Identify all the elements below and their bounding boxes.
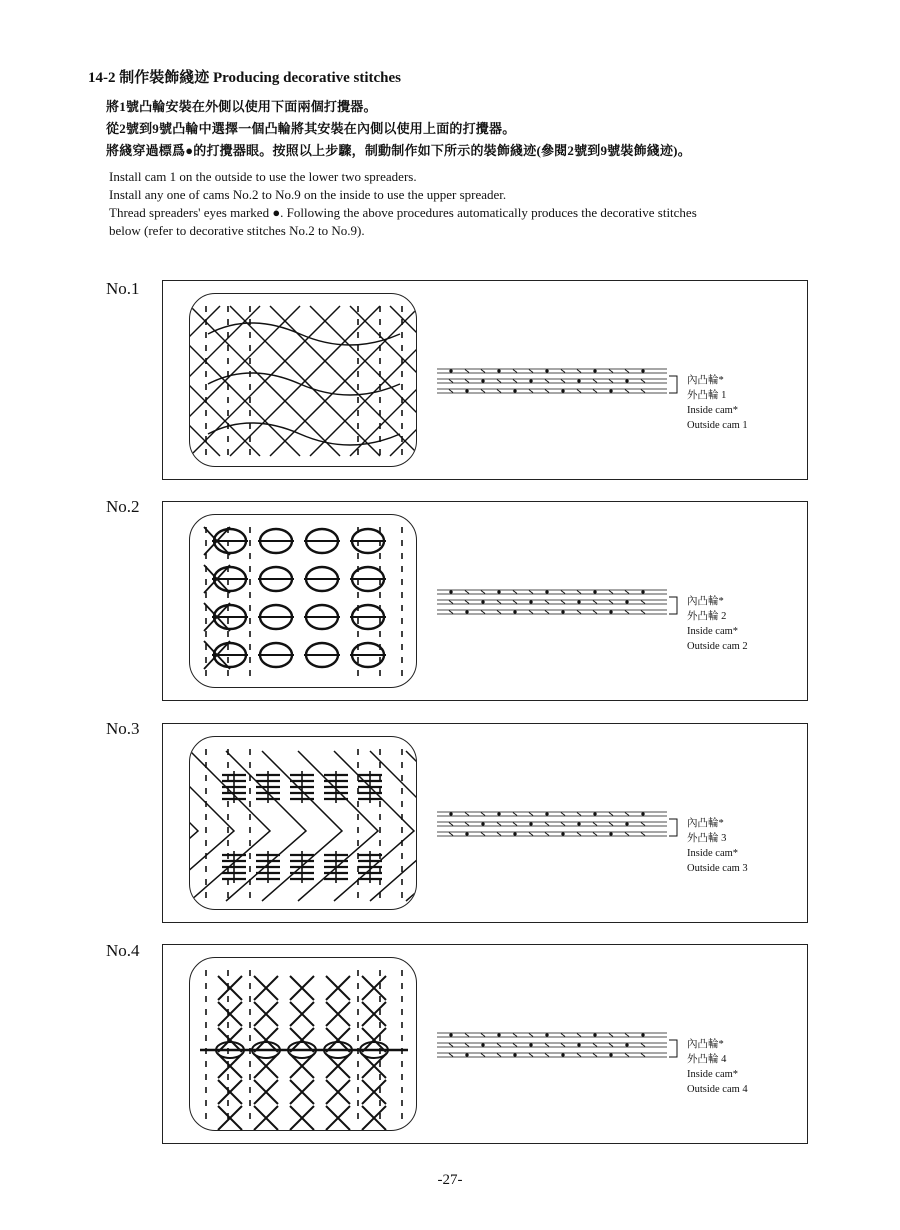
stitch-swatch-3 [189, 736, 417, 910]
instruction-en-1: Install cam 1 on the outside to use the lower two spreaders. [109, 169, 417, 184]
page-number: -27- [437, 1172, 463, 1188]
panel-label-4: No.4 [106, 941, 140, 960]
instruction-zh-2: 從2號到9號凸輪中選擇一個凸輪將其安裝在內側以使用上面的打攪器。 [106, 121, 516, 136]
inside-cam-zh-3: 內凸輪* [687, 818, 724, 829]
stitch-panel-1 [162, 280, 808, 480]
outside-cam-en-4: Outside cam 4 [687, 1084, 748, 1095]
instruction-en-4: below (refer to decorative stitches No.2 to No.9). [109, 223, 365, 238]
spreader-diagram-2 [437, 588, 687, 618]
outside-cam-zh-2: 外凸輪 2 [687, 611, 727, 622]
inside-cam-en-2: Inside cam* [687, 626, 739, 637]
inside-cam-zh-4: 內凸輪* [687, 1039, 724, 1050]
outside-cam-zh-1: 外凸輪 1 [687, 390, 727, 401]
instruction-en-3: Thread spreaders' eyes marked ●. Following the above procedures automatically produces the decorative stitches [109, 205, 697, 220]
spreader-diagram-1 [437, 367, 687, 397]
inside-cam-en-1: Inside cam* [687, 405, 739, 416]
spreader-diagram-4 [437, 1031, 687, 1061]
section-title: 14-2 制作裝飾綫迹 Producing decorative stitches [88, 70, 402, 86]
inside-cam-zh-1: 內凸輪* [687, 375, 724, 386]
panel-label-3: No.3 [106, 719, 140, 738]
outside-cam-zh-4: 外凸輪 4 [687, 1054, 727, 1065]
stitch-swatch-4 [189, 957, 417, 1131]
instruction-en-2: Install any one of cams No.2 to No.9 on the inside to use the upper spreader. [109, 187, 507, 202]
outside-cam-en-3: Outside cam 3 [687, 863, 748, 874]
stitch-swatch-1 [189, 293, 417, 467]
inside-cam-en-4: Inside cam* [687, 1069, 739, 1080]
inside-cam-zh-2: 內凸輪* [687, 596, 724, 607]
stitch-panel-4 [162, 944, 808, 1144]
instruction-zh-1: 將1號凸輪安裝在外側以使用下面兩個打攪器。 [106, 99, 377, 114]
instruction-zh-3: 將綫穿過標爲●的打攪器眼。按照以上步驟，制動制作如下所示的裝飾綫迹(參閱2號到9號裝飾綫迹)。 [106, 143, 691, 158]
outside-cam-en-2: Outside cam 2 [687, 641, 748, 652]
panel-label-2: No.2 [106, 497, 140, 516]
spreader-diagram-3 [437, 810, 687, 840]
stitch-panel-3 [162, 723, 808, 923]
inside-cam-en-3: Inside cam* [687, 848, 739, 859]
outside-cam-zh-3: 外凸輪 3 [687, 833, 727, 844]
panel-label-1: No.1 [106, 279, 140, 298]
outside-cam-en-1: Outside cam 1 [687, 420, 748, 431]
stitch-swatch-2 [189, 514, 417, 688]
stitch-panel-2 [162, 501, 808, 701]
